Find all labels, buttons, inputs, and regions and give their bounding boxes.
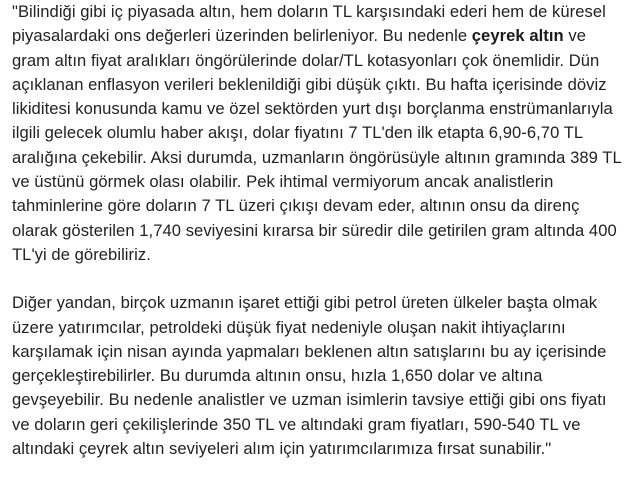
paragraph-1-text-before-link: "Bilindiği gibi iç piyasada altın, hem doların TL karşısındaki ederi hem de küresel piyasalardaki ons değerleri üzerinden belirleniyor. Bu nedenle <box>12 2 606 46</box>
article-paragraph-1 <box>12 0 623 267</box>
article-paragraph-2: Diğer yandan, birçok uzmanın işaret ettiği gibi petrol üreten ülkeler başta olmak üzere yatırımcılar, petroldeki düşük fiyat nedeniyle oluşan nakit ihtiyaçlarını karşılamak için nisan ayında yapmaları beklenen altın satışlarını bu ay içerisinde gerçekleştirebilirler. Bu durumda altının onsu, hızla 1,650 dolar ve altına gevşeyebilir. Bu nedenle analistler ve uzman isimlerin tavsiye ettiği gibi ons fiyatı ve doların geri çekilişlerinde 350 TL ve altındaki gram fiyatları, 590-540 TL ve altındaki çeyrek altın seviyeleri alım için yatırımcılarımıza fırsat sunabilir." <box>12 293 607 459</box>
ceyrek-altin-link[interactable]: çeyrek altın <box>471 26 564 46</box>
paragraph-1-text-after-link: ve gram altın fiyat aralıkları öngörülerinde dolar/TL kotasyonları çok önemlidir. Dün açıklanan enflasyon verileri beklenildiği gibi düşük çıktı. Bu hafta içerisinde döviz likiditesi konusunda kamu ve özel sektörden yurt dışı borçlanma enstrümanlarıyla ilgili gelecek olumlu haber akışı, dolar fiyatını 7 TL'den ilk etapta 6,90-6,70 TL aralığına çekebilir. Aksi durumda, uzmanların öngörüsüyle altının gramında 389 TL ve üstünü görmek olası olabilir. Pek ihtimal vermiyorum ancak analistlerin tahminlerine göre doların 7 TL üzeri çıkışı devam eder, altının onsu da direnç olarak gösterilen 1,740 seviyesini kırarsa bir süredir dile getirilen gram altında 400 TL'yi de görebiliriz. <box>12 26 622 264</box>
